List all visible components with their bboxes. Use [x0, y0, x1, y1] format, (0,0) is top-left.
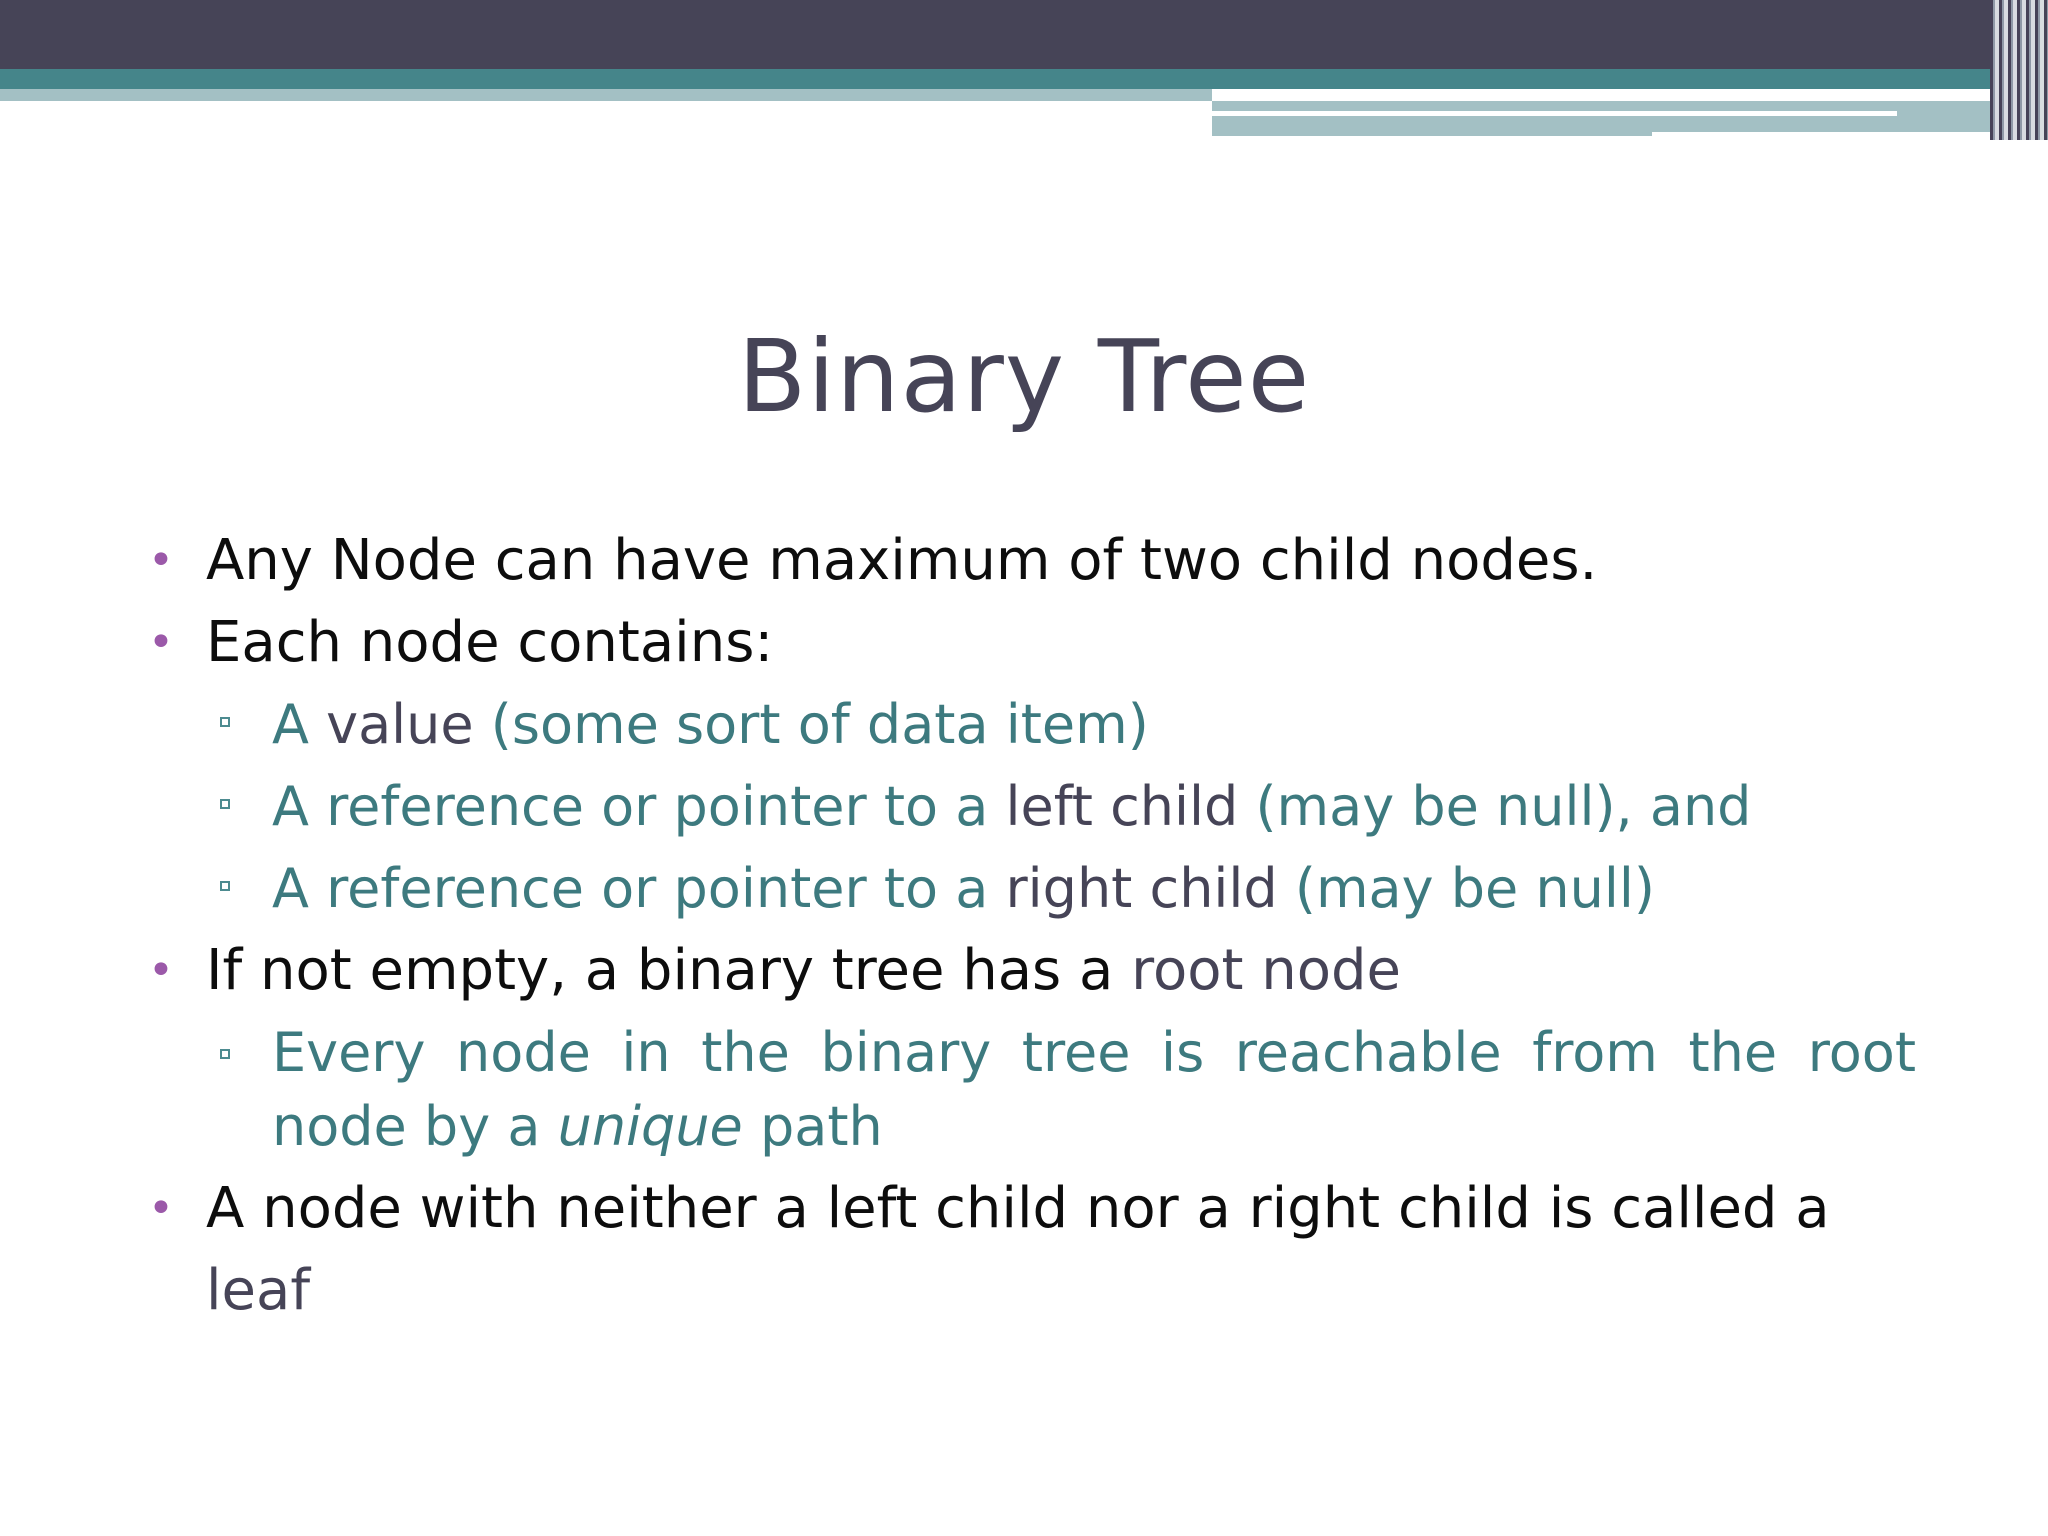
header-white-line: [1212, 111, 1897, 116]
bullet-text: Any Node can have maximum of two child nodes.: [206, 528, 1598, 593]
hollow-square-bullet-icon: [220, 799, 230, 809]
sub-bullet-text: A: [272, 693, 327, 756]
bullet-emphasis: leaf: [206, 1258, 311, 1323]
bullet-item: [148, 520, 1938, 602]
slide-title: Binary Tree: [737, 318, 1311, 435]
sub-bullet-item: [148, 848, 1938, 930]
bullet-emphasis: root node: [1131, 938, 1401, 1003]
bullet-text: If not empty, a binary tree has a: [206, 938, 1132, 1003]
bullet-text: Each node contains:: [206, 610, 774, 675]
sub-bullet-text: A reference or pointer to a: [272, 857, 1006, 920]
sub-bullet-emphasis: left child: [1005, 775, 1239, 838]
bullet-item: [148, 930, 1938, 1012]
sub-bullet-item: [148, 766, 1938, 848]
sub-bullet-text-rest: (some sort of data item): [473, 693, 1149, 756]
sub-bullet-emphasis: right child: [1005, 857, 1278, 920]
sub-bullet-text-rest: (may be null), and: [1238, 775, 1752, 838]
sub-bullet-text: A reference or pointer to a: [272, 775, 1006, 838]
bullet-text: A node with neither a left child nor a right child is called a: [206, 1176, 1830, 1241]
header-bar-light-bottom: [1212, 116, 1652, 136]
sub-bullet-italic: unique: [557, 1095, 743, 1158]
header-bar-light-left: [0, 89, 1212, 101]
dot-bullet-icon: •: [148, 535, 174, 586]
dot-bullet-icon: •: [148, 945, 174, 996]
dot-bullet-icon: •: [148, 617, 174, 668]
hollow-square-bullet-icon: [220, 717, 230, 727]
sub-bullet-text-rest: (may be null): [1277, 857, 1655, 920]
dot-bullet-icon: •: [148, 1183, 174, 1234]
bullet-item: [148, 1168, 1938, 1332]
bullet-item: [148, 602, 1938, 684]
hollow-square-bullet-icon: [220, 881, 230, 891]
bullet-list: [148, 520, 1938, 1332]
header-bar-teal: [0, 69, 1990, 89]
header-bar-dark: [0, 0, 1990, 69]
sub-bullet-text-rest: path: [742, 1095, 883, 1158]
sub-bullet-text: Every node in the binary tree is reachable from the root node by a: [272, 1021, 1916, 1158]
hollow-square-bullet-icon: [220, 1049, 230, 1059]
sub-bullet-item: [148, 684, 1938, 766]
sub-bullet-emphasis: value: [326, 693, 474, 756]
sub-bullet-item: [148, 1012, 1938, 1168]
header-bar-light-bottom-right: [1652, 116, 1990, 132]
header-stripes-decoration: [1990, 0, 2048, 140]
